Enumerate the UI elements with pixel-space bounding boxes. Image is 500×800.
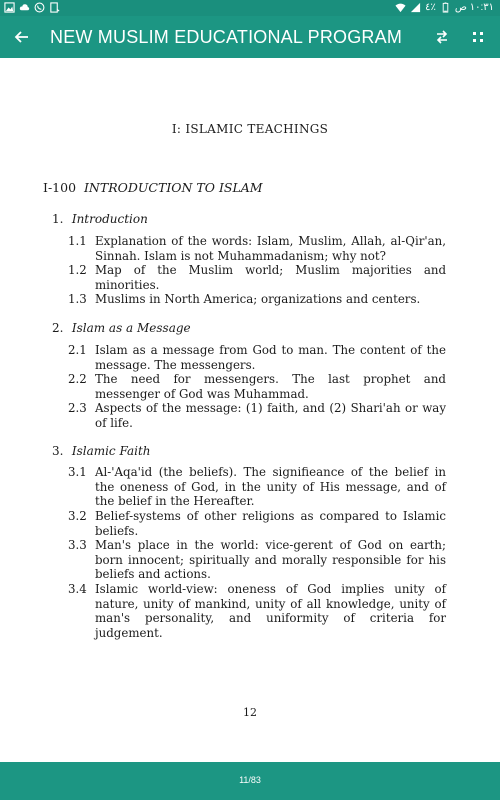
list-item [68,538,446,582]
bottom-bar [0,762,500,800]
cloud-icon [19,2,30,13]
whatsapp-icon [34,2,45,13]
list-item [68,292,446,307]
list-item [68,509,446,538]
rotate-icon [49,2,60,13]
back-button[interactable] [10,25,34,49]
app-title: NEW MUSLIM EDUCATIONAL PROGRAM [50,27,403,47]
list-item [68,401,446,430]
item-text: Man's place in the world: vice-gerent of God on earth; born innocent; spiritually and morally responsible for his beliefs and actions. [95,538,446,581]
signal-icon [410,2,421,13]
item-text: Explanation of the words: Islam, Muslim, Allah, al-Qir'an, Sinnah. Islam is not Muhammadanism; why not? [95,234,446,263]
item-number: 1.1 [68,234,87,248]
back-arrow-icon [13,28,31,46]
item-text: The need for messengers. The last prophet and messenger of God was Muhammad. [95,372,446,401]
heading-introduction [52,212,148,226]
heading-number: 3. [52,444,64,458]
wifi-icon [395,2,406,13]
page-indicator: 11/83 [239,775,261,785]
status-bar [0,0,500,16]
course-title: INTRODUCTION TO ISLAM [83,180,263,195]
list-item [68,263,446,292]
item-text: Islam as a message from God to man. The content of the message. The messengers. [95,343,446,372]
list-item [68,465,446,509]
heading-title: Introduction [71,212,148,226]
item-number: 3.4 [68,582,87,596]
heading-title: Islam as a Message [71,321,191,335]
status-time: ١٠:٣١ ص [454,2,494,13]
heading-title: Islamic Faith [71,444,151,458]
heading-number: 2. [52,321,64,335]
grid-view-button[interactable] [466,25,490,49]
image-icon [4,2,15,13]
item-number: 3.1 [68,465,87,479]
list-item [68,343,446,372]
item-number: 2.1 [68,343,87,357]
list-item [68,582,446,640]
heading-faith [52,444,151,458]
item-text: Al-'Aqa'id (the beliefs). The signifieance of the belief in the oneness of God, in the unity of His message, and of the belief in the Hereafter. [95,465,446,508]
page-number: 12 [243,706,257,719]
battery-percent: ٤٪ [425,2,436,13]
grid-dots-icon [469,28,487,46]
section-title: I: ISLAMIC TEACHINGS [171,122,329,136]
heading-message [52,321,191,335]
item-text: Aspects of the message: (1) faith, and (2) Shari'ah or way of life. [95,401,446,430]
list-item [68,372,446,401]
item-text: Belief-systems of other religions as compared to Islamic beliefs. [95,509,446,538]
app-bar [0,16,500,58]
swap-button[interactable] [430,25,454,49]
heading-number: 1. [52,212,64,226]
course-heading [43,180,263,195]
course-code: I-100 [43,180,77,195]
document-page[interactable] [0,58,500,762]
item-text: Muslims in North America; organizations and centers. [95,292,421,306]
list-item [68,234,446,263]
item-number: 2.3 [68,401,87,415]
item-number: 3.3 [68,538,87,552]
item-number: 2.2 [68,372,87,386]
item-number: 1.3 [68,292,87,306]
item-text: Islamic world-view: oneness of God implies unity of nature, unity of mankind, unity of all knowledge, unity of man's personality, and uniformity of criteria for judgement. [95,582,446,640]
item-number: 3.2 [68,509,87,523]
item-text: Map of the Muslim world; Muslim majorities and minorities. [95,263,446,292]
swap-arrows-icon [433,28,451,46]
battery-icon [440,2,451,13]
item-number: 1.2 [68,263,87,277]
